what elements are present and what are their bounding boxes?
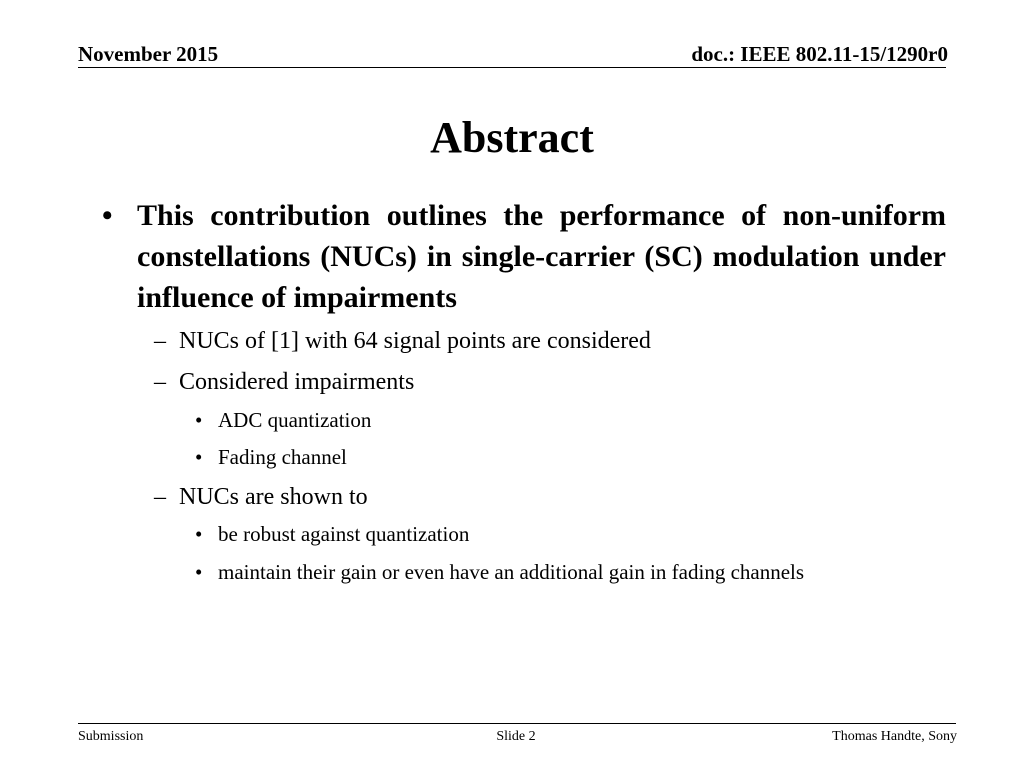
sub-sub-item-text: be robust against quantization (218, 522, 470, 546)
slide-title: Abstract (430, 113, 594, 162)
sub-item-text: Considered impairments (179, 369, 415, 395)
sub-item-text: NUCs of [1] with 64 signal points are considered (179, 328, 651, 354)
dash-marker: – (154, 484, 166, 510)
sub-sub-item-adc-quantization (195, 407, 955, 433)
sub-sub-item-text: maintain their gain or even have an additional gain in fading channels (218, 560, 805, 584)
sub-item-nucs-considered (154, 326, 944, 356)
header-doc-id: doc.: IEEE 802.11-15/1290r0 (691, 42, 948, 66)
sub-sub-item-fading-channel (195, 444, 955, 470)
sub-item-text: NUCs are shown to (179, 484, 368, 510)
bullet-marker: • (195, 522, 203, 546)
bullet-marker: • (195, 445, 203, 469)
main-bullet (102, 195, 946, 318)
dash-marker: – (154, 328, 166, 354)
sub-sub-item-robust-quantization (195, 521, 955, 547)
sub-item-nucs-shown-to (154, 482, 944, 512)
bullet-marker: • (102, 199, 113, 232)
main-bullet-text: This contribution outlines the performance of non-uniform constellations (NUCs) in single-carrier (SC) modulation under influence of impairments (137, 199, 946, 314)
sub-item-considered-impairments (154, 367, 944, 397)
sub-sub-item-maintain-gain (195, 559, 955, 585)
header-date: November 2015 (78, 42, 219, 66)
bullet-marker: • (195, 560, 203, 584)
dash-marker: – (154, 369, 166, 395)
footer-author: Thomas Handte, Sony (832, 729, 957, 744)
bullet-marker: • (195, 408, 203, 432)
sub-sub-item-text: Fading channel (218, 445, 347, 469)
footer-divider (78, 723, 956, 724)
footer-submission: Submission (78, 729, 144, 744)
sub-sub-item-text: ADC quantization (218, 408, 372, 432)
footer-slide-number: Slide 2 (496, 729, 536, 744)
